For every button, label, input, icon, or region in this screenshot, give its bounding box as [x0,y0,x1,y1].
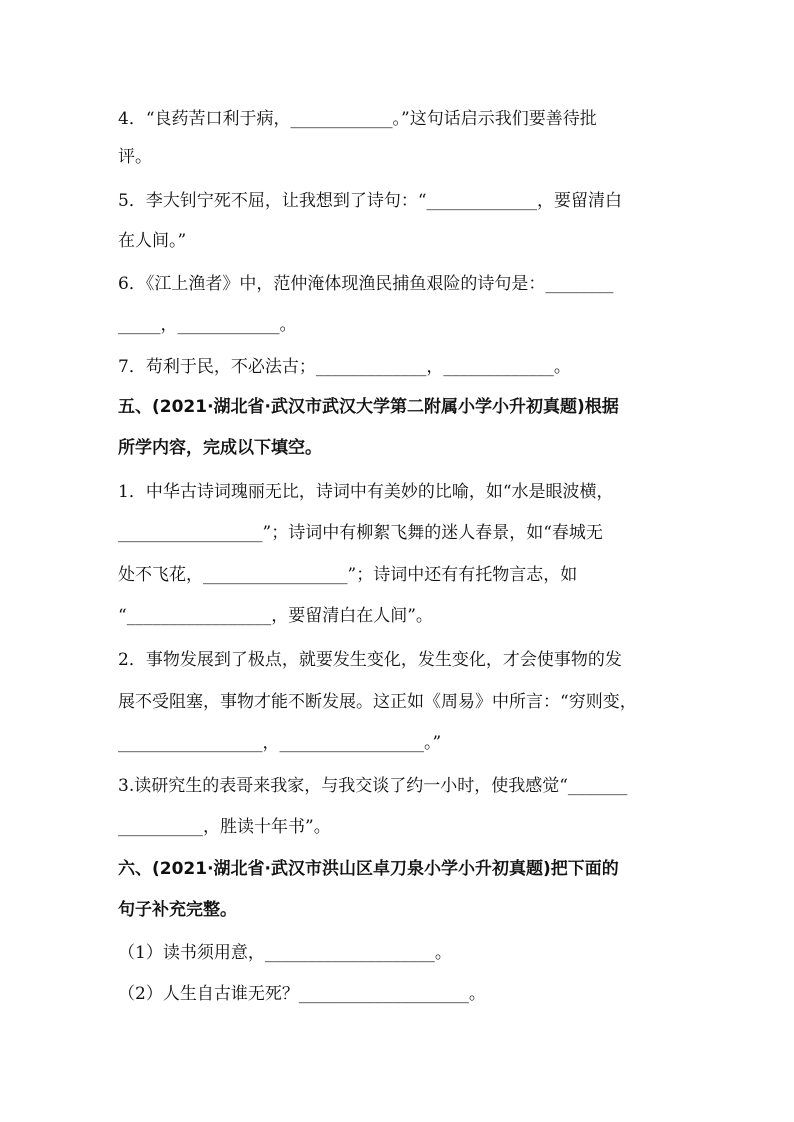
s5-q2-line1: 2．事物发展到了极点，就要发生变化，发生变化，才会使事物的发 [118,650,622,670]
s5-q1-line3: 处不飞花，_________________”；诗词中还有有托物言志，如 [118,565,578,585]
section-5-instruction: 所学内容，完成以下填空。 [118,438,322,458]
s5-q2-line3: _________________，_________________。” [118,733,442,753]
q4-line2: 评。 [118,147,152,167]
s5-q1-line4: “_________________，要留清白在人间”。 [118,606,433,626]
q5-line1: 5．李大钊宁死不屈，让我想到了诗句：“_____________，要留清白 [118,191,623,211]
q6-line2: _____，____________。 [118,315,297,335]
section-6-heading: 六、(2021·湖北省·武汉市洪山区卓刀泉小学小升初真题)把下面的 [118,859,619,879]
s5-q3-line2: __________，胜读十年书”。 [118,817,331,837]
s5-q1-line1: 1．中华古诗词瑰丽无比，诗词中有美妙的比喻，如“水是眼波横， [118,482,614,502]
q4-line1: 4．“良药苦口利于病，____________。”这句话启示我们要善待批 [118,109,597,129]
s5-q1-line2: _________________”；诗词中有柳絮飞舞的迷人春景，如“春城无 [118,523,603,543]
s6-q2-line: （2）人生自古谁无死？____________________。 [118,984,486,1004]
s6-q1-line: （1）读书须用意，____________________。 [118,943,452,963]
q7-line: 7．苟利于民，不必法古；_____________，_____________。 [118,357,571,377]
s5-q3-line1: 3.读研究生的表哥来我家，与我交谈了约一小时，使我感觉“_______ [118,776,628,796]
q5-line2: 在人间。” [118,231,187,251]
section-6-instruction: 句子补充完整。 [118,900,237,920]
q6-line1: 6．《江上渔者》中，范仲淹体现渔民捕鱼艰险的诗句是：________ [118,274,614,294]
section-5-heading: 五、(2021·湖北省·武汉市武汉大学第二附属小学小升初真题)根据 [118,397,619,417]
s5-q2-line2: 展不受阻塞，事物才能不断发展。这正如《周易》中所言：“穷则变， [118,692,637,712]
